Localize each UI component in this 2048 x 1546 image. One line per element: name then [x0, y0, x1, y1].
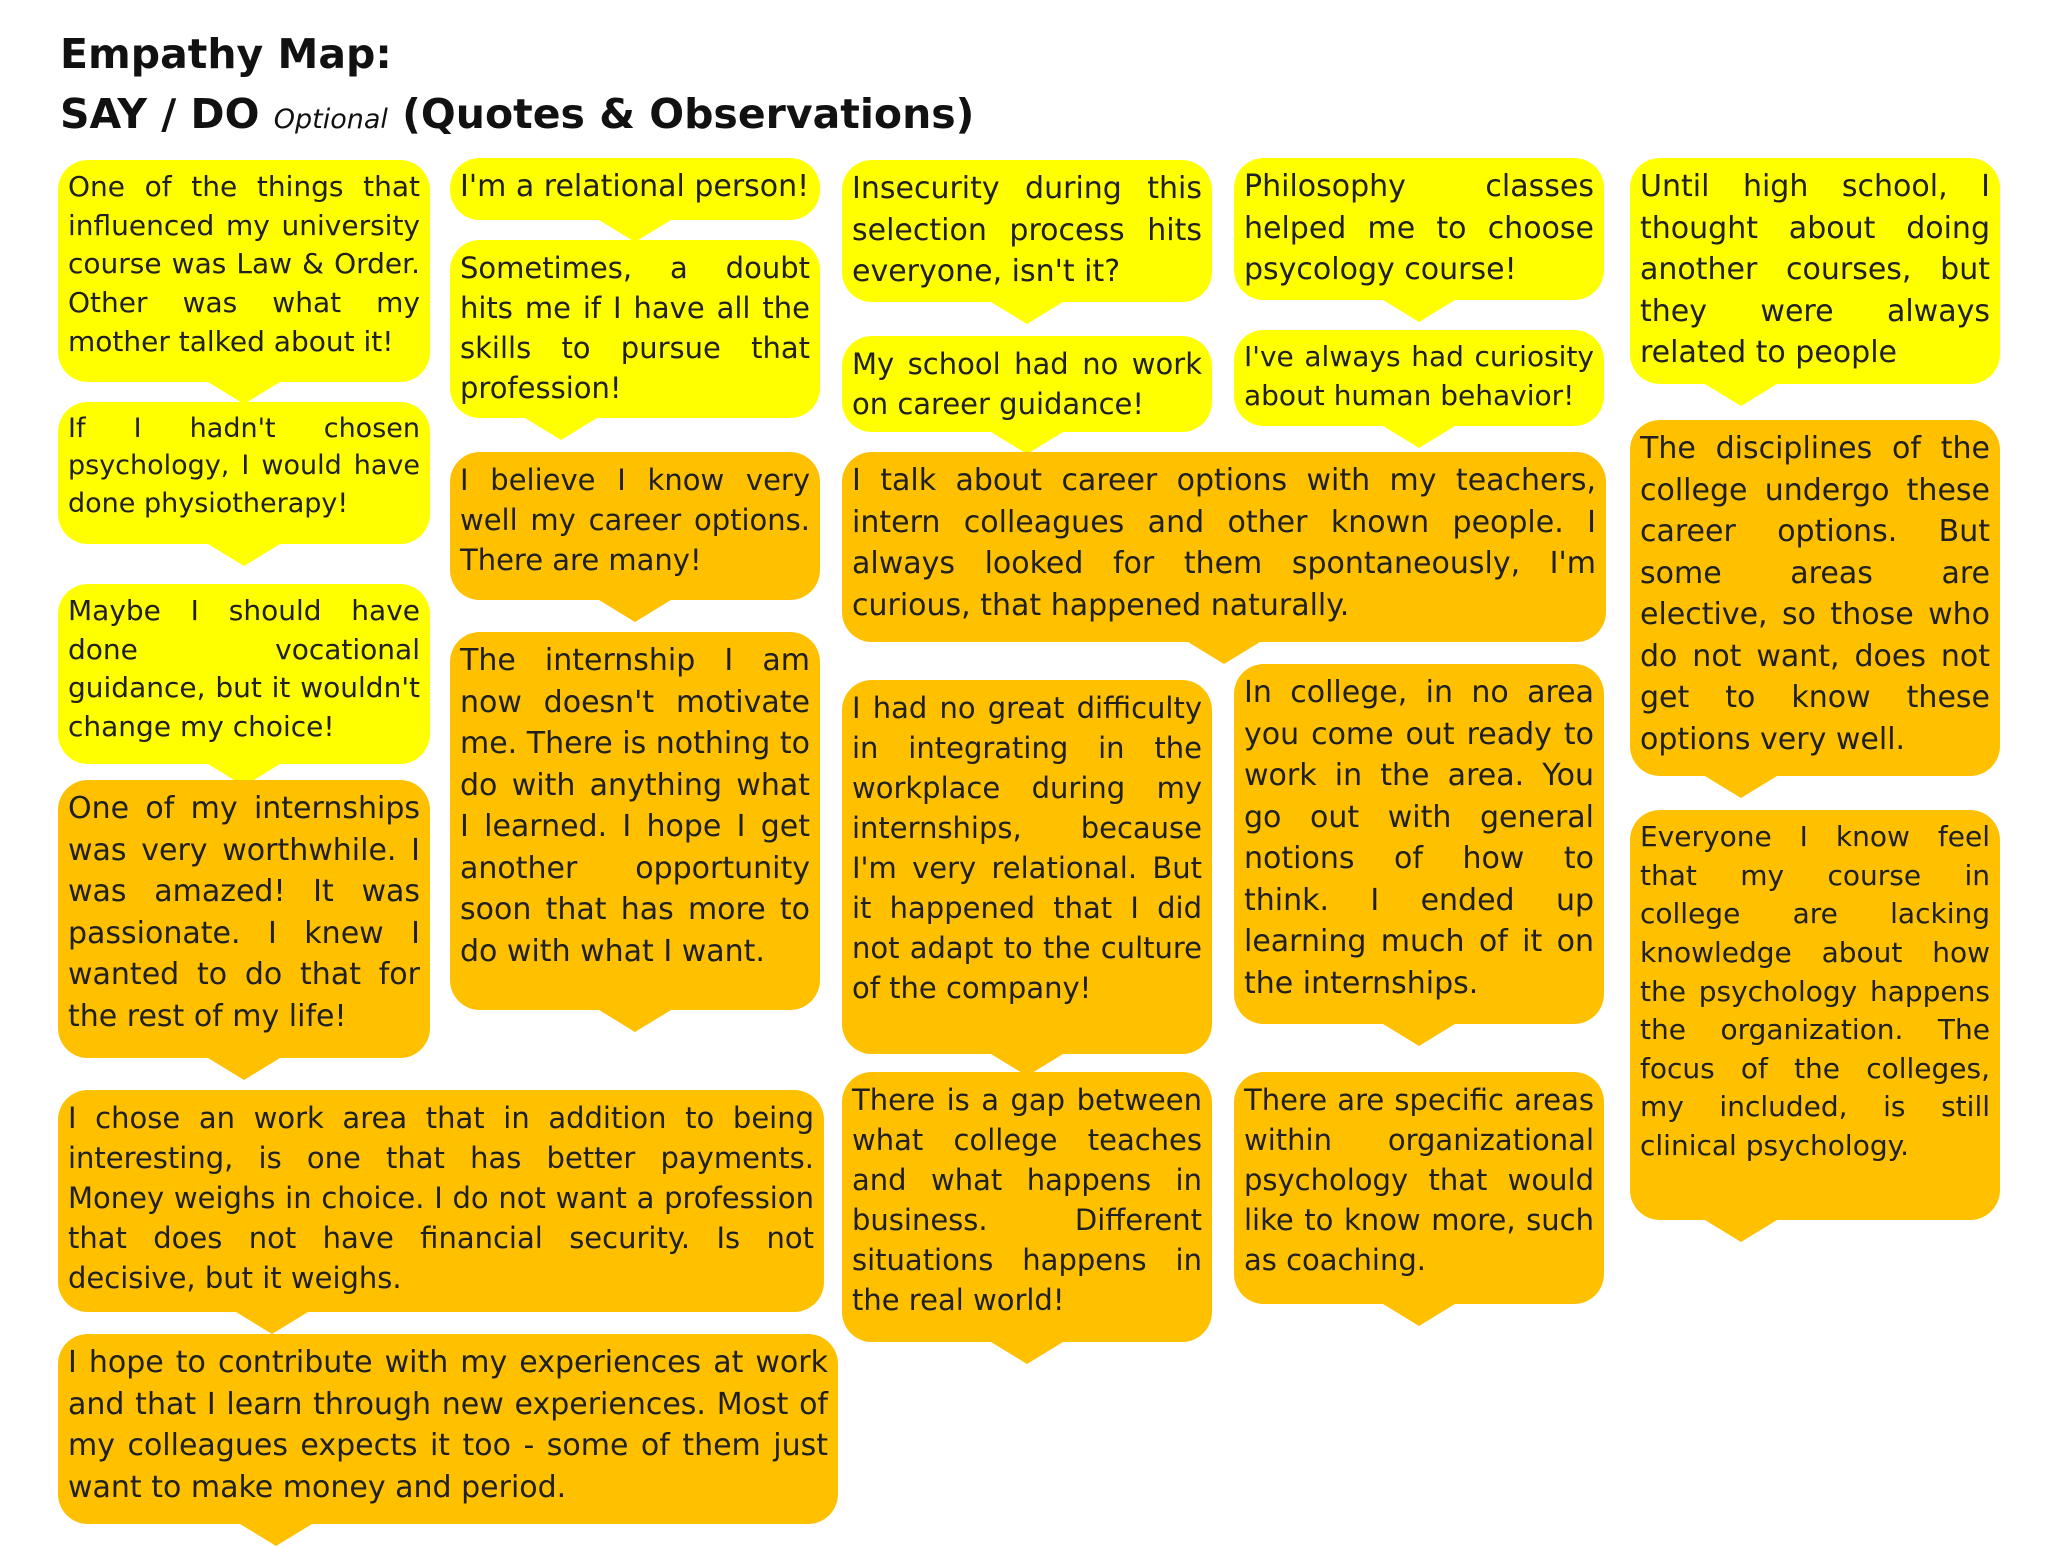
note-text: The internship I am now doesn't motivate me. There is nothing to do with anything what I learned. I hope I get another opportunity soon that has more to do with what I want. — [460, 643, 810, 969]
note-work-area-payments — [58, 1090, 824, 1312]
note-internship-motivation — [450, 632, 820, 1010]
note-text: Everyone I know feel that my course in college are lacking knowledge about how the psychology happens the organization. The focus of the colleges, my included, is still clinical psychology. — [1640, 820, 1990, 1163]
note-talk-career-options — [842, 452, 1606, 642]
note-text: Philosophy classes helped me to choose psycology course! — [1244, 169, 1594, 287]
note-text: In college, in no area you come out ready to work in the area. You go out with general notions of how to think. I ended up learning much of it on the internships. — [1244, 675, 1594, 1001]
note-text: My school had no work on career guidance! — [852, 347, 1202, 422]
note-text: Insecurity during this selection process hits everyone, isn't it? — [852, 171, 1202, 289]
title-optional-label: Optional — [273, 104, 388, 135]
note-text: There are specific areas within organizational psychology that would like to know more, such as coaching. — [1244, 1083, 1594, 1278]
title-say-do: SAY / DO — [60, 90, 260, 138]
note-text: I talk about career options with my teachers, intern colleagues and other known people. I always looked for them spontaneously, I'm curious, that happened naturally. — [852, 463, 1596, 623]
note-school-guidance — [842, 336, 1212, 432]
note-no-great-difficulty — [842, 680, 1212, 1054]
note-contribute-experiences — [58, 1334, 838, 1524]
note-text: I've always had curiosity about human behavior! — [1244, 340, 1594, 412]
note-curiosity-behavior — [1234, 330, 1604, 426]
note-text: Maybe I should have done vocational guidance, but it wouldn't change my choice! — [68, 594, 420, 743]
note-college-ready — [1234, 664, 1604, 1024]
note-relational-person — [450, 158, 820, 220]
note-until-high-school — [1630, 158, 2000, 384]
note-philosophy-classes — [1234, 158, 1604, 300]
note-text: One of my internships was very worthwhile. I was amazed! It was passionate. I knew I wanted to do that for the rest of my life! — [68, 791, 420, 1034]
note-text: There is a gap between what college teaches and what happens in business. Different situations happens in the real world! — [852, 1083, 1202, 1318]
note-vocational-guidance — [58, 584, 430, 764]
title-quotes-observations: (Quotes & Observations) — [402, 90, 975, 138]
note-text: Until high school, I thought about doing another courses, but they were always related to people — [1640, 169, 1990, 370]
note-text: I'm a relational person! — [460, 169, 810, 204]
note-text: One of the things that influenced my university course was Law & Order. Other was what my mother talked about it! — [68, 170, 420, 358]
note-text: I chose an work area that in addition to being interesting, is one that has better payments. Money weighs in choice. I do not want a profession that does not have financial security. Is not decisive, but it weighs. — [68, 1101, 814, 1296]
note-everyone-i-know — [1630, 810, 2000, 1220]
note-law-order — [58, 160, 430, 382]
note-know-career-options — [450, 452, 820, 600]
note-doubt-skills — [450, 240, 820, 418]
note-text: I hope to contribute with my experiences at work and that I learn through new experiences. Most of my colleagues expects it too - some of them just want to make money and period. — [68, 1345, 828, 1505]
note-text: I believe I know very well my career options. There are many! — [460, 463, 810, 578]
note-text: The disciplines of the college undergo these career options. But some areas are elective, so those who do not want, does not get to know these options very well. — [1640, 431, 1990, 757]
note-college-disciplines — [1630, 420, 2000, 776]
note-insecurity — [842, 160, 1212, 302]
title-line-1: Empathy Map: — [60, 30, 392, 78]
page-title — [60, 24, 974, 150]
note-college-business-gap — [842, 1072, 1212, 1342]
note-text: Sometimes, a doubt hits me if I have all the skills to pursue that profession! — [460, 251, 810, 406]
note-specific-areas — [1234, 1072, 1604, 1304]
note-physiotherapy — [58, 402, 430, 544]
note-text: I had no great difficulty in integrating in the workplace during my internships, because I'm very relational. But it happened that I did not adapt to the culture of the company! — [852, 691, 1202, 1006]
note-text: If I hadn't chosen psychology, I would have done physiotherapy! — [68, 413, 420, 519]
note-worthwhile-internship — [58, 780, 430, 1058]
